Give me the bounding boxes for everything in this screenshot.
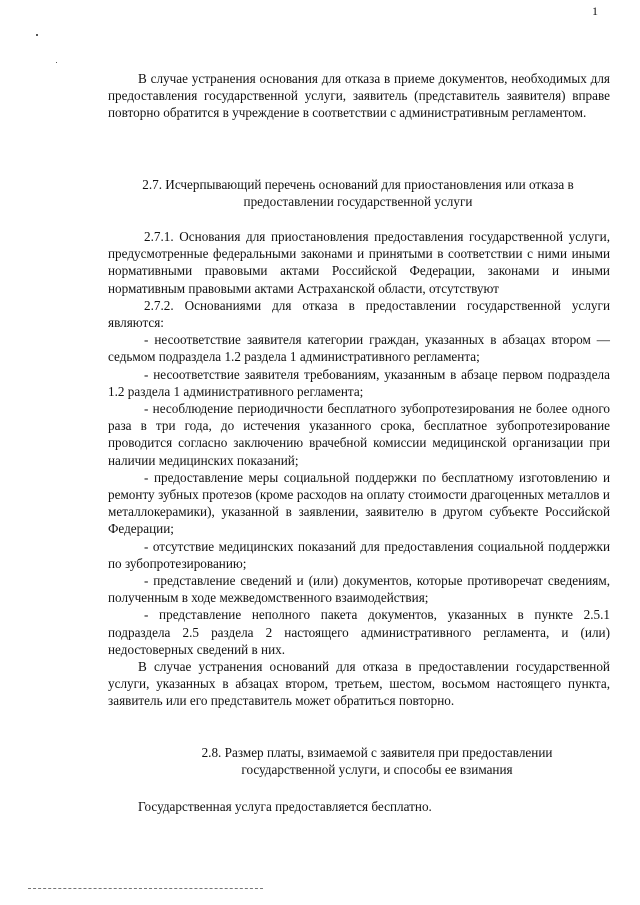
reason-item: - представление сведений и (или) документов, которые противоречат сведениям, полученным в ходе межведомственного взаимодействия; [108,573,610,606]
section-2-8-body [108,798,610,815]
free-service-text: Государственная услуга предоставляется бесплатно. [138,799,432,814]
reason-item: - несоблюдение периодичности бесплатного зубопротезирования не более одного раза в три года, до истечения указанного срока, бесплатное зубопротезирование проводится согласно заключению врачебной комиссии медицинской организации при наличии медицинских показаний; [108,401,610,468]
closing-paragraph: В случае устранения оснований для отказа в предоставлении государственной услуги, указанных в абзацах втором, третьем, шестом, восьмом настоящего пункта, заявитель или его представитель может обратиться повторно. [108,659,610,709]
reason-item: - предоставление меры социальной поддержки по бесплатному изготовлению и ремонту зубных протезов (кроме расходов на оплату стоимости драгоценных металлов и металлокерамики), указанной в заявлении, заявителю в другом субъекте Российской Федерации; [108,469,610,537]
intro-paragraph-block [108,70,610,122]
section-2-7-heading: 2.7. Исчерпывающий перечень оснований для приостановления или отказа в предоставлении государственной услуги [142,177,574,210]
reason-item: - несоответствие заявителя категории граждан, указанных в абзацах втором — седьмом подраздела 1.2 раздела 1 административного регламента; [108,332,610,365]
reason-item: - отсутствие медицинских показаний для предоставления социальной поддержки по зубопротезированию; [108,538,610,571]
scan-speck [56,62,57,63]
footer-divider [28,888,263,889]
section-2-8-heading: 2.8. Размер платы, взимаемой с заявителя при предоставлении государственной услуги, и способы ее взимания [201,745,553,778]
intro-paragraph: В случае устранения основания для отказа в приеме документов, необходимых для предоставления государственной услуги, заявитель (представитель заявителя) вправе повторно обратится в учреждение в соответствии с административным регламентом. [108,71,610,121]
section-2-7-body [108,228,610,710]
scan-speck [36,34,38,36]
paragraph-2-7-2: 2.7.2. Основаниями для отказа в предоставлении государственной услуги являются: [108,297,610,331]
paragraph-2-7-1: 2.7.1. Основания для приостановления предоставления государственной услуги, предусмотренные федеральными законами и принятыми в соответствии с ними иными нормативными правовыми актами Российской Федерации, законами и иными нормативным правовыми актами Астраханской области, отсутствуют [108,229,610,296]
page-number: 1 [592,4,598,18]
reason-item: - несоответствие заявителя требованиям, указанным в абзаце первом подраздела 1.2 раздела 1 административного регламента; [108,366,610,399]
reason-item: - представление неполного пакета документов, указанных в пункте 2.5.1 подраздела 2.5 раздела 2 настоящего административного регламента, и (или) недостоверных сведений в них. [108,607,610,657]
